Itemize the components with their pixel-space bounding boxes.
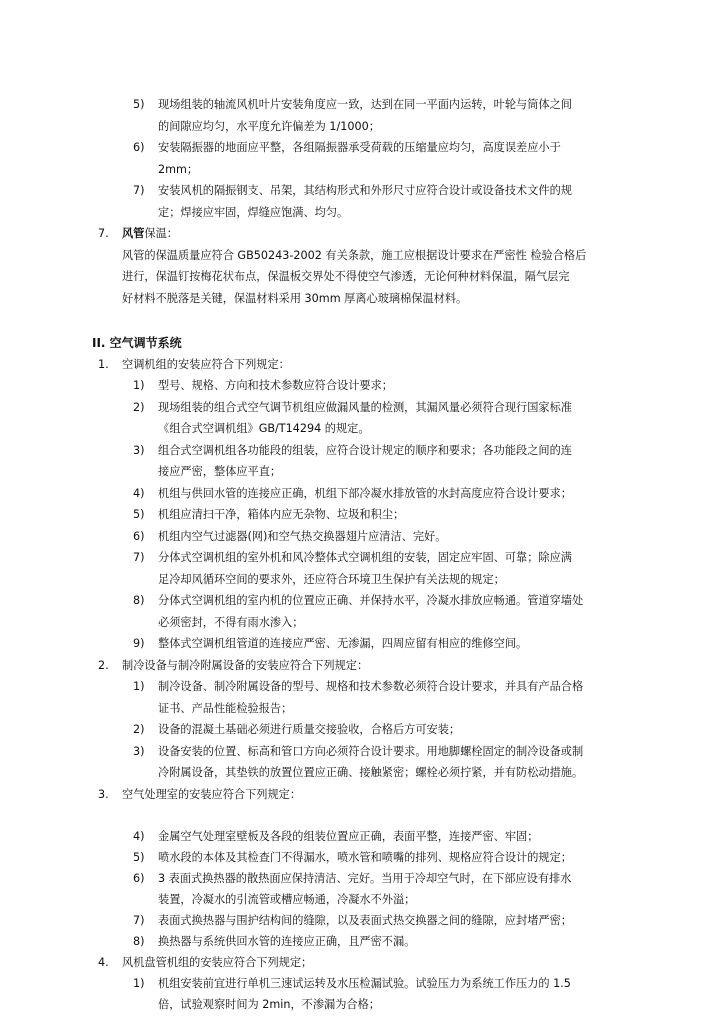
item-number: 1) <box>133 379 145 392</box>
item-text: 证书、产品性能检验报告； <box>158 702 293 715</box>
item-number: 7) <box>133 551 145 564</box>
item-number: 8) <box>133 935 145 948</box>
item-text: 3 表面式换热器的散热面应保持清洁、完好。当用于冷却空气时，在下部应设有排水 <box>158 872 572 885</box>
paragraph-line: 进行，保温钉按梅花状布点，保温板交界处不得使空气渗透，无论何种材料保温，隔气层完 <box>122 270 570 283</box>
item-text: 机组内空气过滤器(网)和空气热交换器翅片应清洁、完好。 <box>158 530 447 543</box>
item-text: 足冷却风循环空间的要求外，还应符合环境卫生保护有关法规的规定； <box>158 573 505 586</box>
item-text: 《组合式空调机组》GB/T14294 的规定。 <box>158 422 370 435</box>
item-number: 3) <box>133 444 145 457</box>
item-text: 分体式空调机组的室内机的位置应正确、并保持水平，冷凝水排放应畅通。管道穿墙处 <box>158 594 584 607</box>
item-text: 设备的混凝土基础必须进行质量交接验收，合格后方可安装； <box>158 723 461 736</box>
item-text: 机组与供回水管的连接应正确，机组下部冷凝水排放管的水封高度应符合设计要求； <box>158 487 572 500</box>
item-text: 安装隔振器的地面应平整，各组隔振器承受荷载的压缩量应均匀，高度误差应小于 <box>158 141 561 154</box>
item-text: 安装风机的隔振钢支、吊架，其结构形式和外形尺寸应符合设计或设备技术文件的规 <box>158 184 572 197</box>
group-number: 2. <box>98 659 109 672</box>
paragraph-line: 好材料不脱落是关键，保温材料采用 30mm 厚离心玻璃棉保温材料。 <box>122 292 468 305</box>
section-title <box>122 223 178 245</box>
item-text: 组合式空调机组各功能段的组装，应符合设计规定的顺序和要求；各功能段之间的连 <box>158 444 572 457</box>
item-number: 2) <box>133 401 145 414</box>
section-number: 7. <box>98 227 109 240</box>
item-text: 2mm； <box>158 163 199 176</box>
item-text: 接应严密，整体应平直； <box>158 465 282 478</box>
item-text: 整体式空调机组管道的连接应严密、无渗漏，四周应留有相应的维修空间。 <box>158 637 528 650</box>
paragraph-line: 风管的保温质量应符合 GB50243-2002 有关条款，施工应根据设计要求在严密性 检验合格后 <box>122 249 587 262</box>
item-number: 1) <box>133 680 145 693</box>
item-number: 8) <box>133 594 145 607</box>
item-number: 3) <box>133 745 145 758</box>
group-number: 4. <box>98 956 109 969</box>
item-number: 7) <box>133 914 145 927</box>
item-text: 倍，试验观察时间为 2min，不渗漏为合格； <box>158 998 380 1011</box>
item-text: 型号、规格、方向和技术参数应符合设计要求； <box>158 379 393 392</box>
group-title: 空调机组的安装应符合下列规定： <box>122 358 290 371</box>
group-title: 空气处理室的安装应符合下列规定： <box>122 788 302 801</box>
item-text: 的间隙应均匀，水平度允许偏差为 1/1000； <box>158 120 380 133</box>
item-number: 6) <box>133 872 145 885</box>
item-number: 9) <box>133 637 145 650</box>
item-text: 表面式换热器与围护结构间的缝隙，以及表面式热交换器之间的缝隙，应封堵严密； <box>158 914 572 927</box>
item-number: 4) <box>133 830 145 843</box>
item-number: 1) <box>133 977 145 990</box>
item-text: 现场组装的轴流风机叶片安装角度应一致，达到在同一平面内运转，叶轮与筒体之间 <box>158 98 572 111</box>
section-title-suffix: 保温： <box>144 227 178 240</box>
item-text: 定；焊接应牢固，焊缝应饱满、均匀。 <box>158 206 349 219</box>
group-number: 3. <box>98 788 109 801</box>
section-title-bold: 风管 <box>122 227 145 240</box>
item-text: 机组应清扫干净，箱体内应无杂物、垃圾和积尘； <box>158 508 405 521</box>
group-title: 风机盘管机组的安装应符合下列规定； <box>122 956 313 969</box>
item-text: 现场组装的组合式空气调节机组应做漏风量的检测，其漏风量必须符合现行国家标准 <box>158 401 572 414</box>
item-text: 设备安装的位置、标高和管口方向必须符合设计要求。用地脚螺栓固定的制冷设备或制 <box>158 745 584 758</box>
group-title: 制冷设备与制冷附属设备的安装应符合下列规定： <box>122 659 369 672</box>
item-text: 机组安装前宜进行单机三速试运转及水压检漏试验。试验压力为系统工作压力的 1.5 <box>158 977 571 990</box>
item-number: 5) <box>133 851 145 864</box>
item-number: 5) <box>133 98 145 111</box>
item-text: 装置，冷凝水的引流管或槽应畅通，冷凝水不外溢； <box>158 893 416 906</box>
item-number: 4) <box>133 487 145 500</box>
item-text: 分体式空调机组的室外机和风冷整体式空调机组的安装，固定应牢固、可靠；除应满 <box>158 551 572 564</box>
section-heading: II. 空气调节系统 <box>92 336 182 350</box>
item-text: 必须密封，不得有雨水渗入； <box>158 616 304 629</box>
item-text: 换热器与系统供回水管的连接应正确，且严密不漏。 <box>158 935 416 948</box>
item-number: 5) <box>133 508 145 521</box>
item-text: 喷水段的本体及其检查门不得漏水，喷水管和喷嘴的排列、规格应符合设计的规定； <box>158 851 572 864</box>
item-number: 6) <box>133 530 145 543</box>
item-text: 制冷设备、制冷附属设备的型号、规格和技术参数必须符合设计要求，并具有产品合格 <box>158 680 584 693</box>
item-text: 金属空气处理室壁板及各段的组装位置应正确，表面平整，连接严密、牢固； <box>158 830 539 843</box>
group-number: 1. <box>98 358 109 371</box>
item-number: 7) <box>133 184 145 197</box>
item-text: 冷附属设备，其垫铁的放置位置应正确、接触紧密；螺栓必须拧紧，并有防松动措施。 <box>158 766 584 779</box>
item-number: 6) <box>133 141 145 154</box>
item-number: 2) <box>133 723 145 736</box>
